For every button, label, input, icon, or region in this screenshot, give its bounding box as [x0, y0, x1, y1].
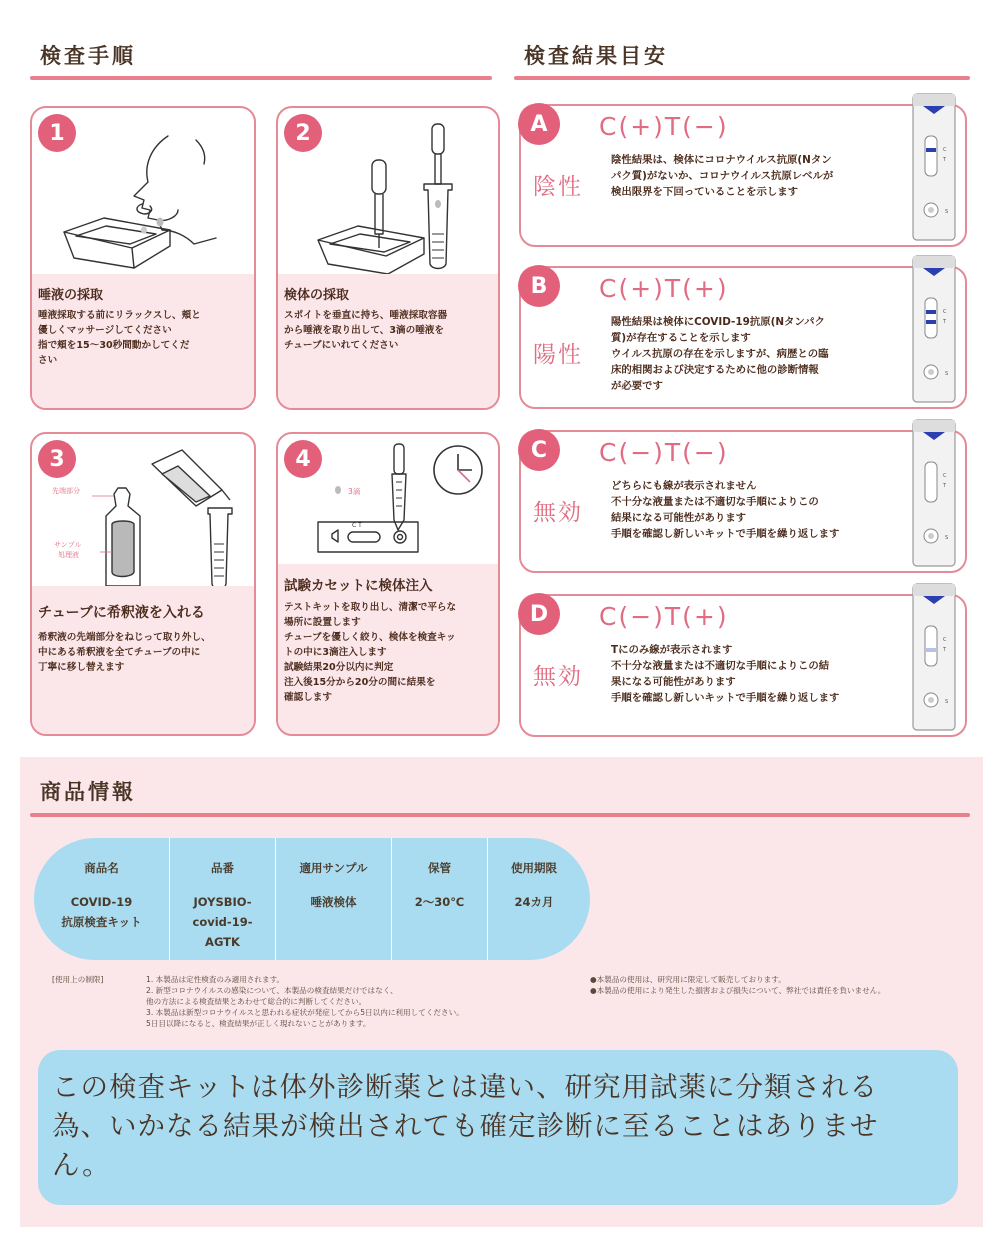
spec-value: 2〜30℃: [414, 895, 465, 909]
t-mark: T: [943, 319, 947, 325]
step-card-1: [30, 106, 256, 410]
test-cassette-icon: [911, 582, 957, 732]
saliva-collection-illustration: [46, 126, 246, 278]
result-desc-c: どちらにも線が表示されません 不十分な液量または不適切な手順によりこの 結果になる可能性があります 手順を確認し新しいキットで手順を繰り返します: [611, 480, 840, 540]
result-letter-b: B: [518, 265, 560, 307]
step-title-2: 検体の採取: [284, 288, 350, 303]
c-mark: C: [943, 473, 947, 479]
product-title: 商品情報: [40, 780, 136, 804]
diluent-illustration: [92, 444, 252, 594]
s-mark: S: [945, 535, 949, 541]
t-mark: T: [943, 157, 947, 163]
c-mark: C: [943, 637, 947, 643]
cassette-injection-illustration: [308, 440, 498, 560]
t-mark: T: [943, 483, 947, 489]
step-number-4: 4: [284, 440, 322, 478]
control-line: [926, 310, 936, 314]
step-text-4: テストキットを取り出し、清潔で平らな 場所に設置します チューブを優しく絞り、検体を検査キッ トの中に3滴注入します 試験結果20分以内に判定 注入後15分から20分の間に結果を 確認します: [284, 602, 457, 703]
step-title-1: 唾液の採取: [38, 288, 104, 303]
saliva-drop-icon: [157, 218, 164, 227]
result-desc-b: 陽性結果は検体にCOVID-19抗原(Nタンパク 質)が存在することを示します ウイルス抗原の存在を示しますが、病歴との臨 床的相関および決定するために他の診断情報 が必要です: [611, 316, 829, 392]
result-verdict-d: 無効: [533, 664, 583, 690]
c-mark: C: [943, 309, 947, 315]
spec-value: 24カ月: [514, 895, 554, 909]
test-cassette-icon: [911, 418, 957, 568]
s-mark: S: [945, 699, 949, 705]
result-card-d: [519, 594, 967, 737]
spec-value: 唾液検体: [310, 895, 357, 909]
result-letter-d: D: [518, 593, 560, 635]
specimen-collection-illustration: [308, 114, 488, 278]
notices: ●本製品の使用は、研究用に限定して販売しております。 ●本製品の使用により発生した損害および損失について、弊社では責任を負いません。: [590, 975, 886, 995]
result-letter-c: C: [518, 429, 560, 471]
s-mark: S: [945, 371, 949, 377]
test-cassette-icon: [911, 254, 957, 404]
result-verdict-c: 無効: [533, 500, 583, 526]
procedure-title-rule: [30, 76, 492, 80]
usage-limits: 1. 本製品は定性検査のみ適用されます。 2. 新型コロナウイルスの感染について、本製品の検査結果だけではなく、 他の方法による検査結果とあわせて総合的に判断してください。 3. 本製品は新型コロナウイルスと思われる症状が発症してから5日以内に利用してください。 5日目以降になると、検査結果が正しく現れないことがあります。: [146, 975, 464, 1028]
step-title-3: チューブに希釈液を入れる: [38, 605, 205, 621]
step-text-3: 希釈液の先端部分をねじって取り外し、 中にある希釈液を全てチューブの中に 丁寧に移し替えます: [38, 632, 211, 673]
t-mark: T: [943, 647, 947, 653]
result-formula-a: C(+)T(−): [599, 112, 729, 141]
result-formula-c: C(−)T(−): [599, 438, 729, 467]
spec-head: 適用サンプル: [299, 861, 368, 875]
cassette-marks-label: C T: [352, 522, 362, 529]
procedure-title: 検査手順: [40, 44, 136, 68]
spec-head: 商品名: [84, 861, 119, 875]
spec-col-code: [170, 838, 276, 960]
result-window: [925, 298, 937, 338]
usage-limits-label: [使用上の制限]: [52, 975, 104, 984]
spec-head: 品番: [211, 861, 234, 875]
spec-col-sample: [276, 838, 392, 960]
results-title-rule: [514, 76, 970, 80]
spec-value: JOYSBIO- covid-19- AGTK: [192, 895, 253, 949]
step-card-3: [30, 432, 256, 736]
result-letter-a: A: [518, 103, 560, 145]
result-verdict-a: 陰性: [533, 174, 583, 200]
result-desc-d: Tにのみ線が表示されます 不十分な液量または不適切な手順によりこの結 果になる可能性があります 手順を確認し新しいキットで手順を繰り返します: [611, 644, 840, 704]
result-card-c: [519, 430, 967, 573]
step-card-4: [276, 432, 500, 736]
s-mark: S: [945, 209, 949, 215]
result-formula-b: C(+)T(+): [599, 274, 729, 303]
step-text-1: 唾液採取する前にリラックスし、頬と 優しくマッサージしてください 指で頬を15〜30秒間動かしてくだ さい: [38, 310, 201, 366]
spec-head: 使用期限: [511, 861, 557, 875]
c-mark: C: [943, 147, 947, 153]
product-spec-table: [34, 838, 590, 960]
step-text-2: スポイトを垂直に持ち、唾液採取容器 から唾液を取り出して、3滴の唾液を チューブにいれてください: [284, 310, 448, 351]
result-window: [925, 462, 937, 502]
spec-col-storage: [392, 838, 488, 960]
drop-icon: [435, 200, 441, 208]
test-line: [926, 648, 936, 652]
spec-col-expiry: [488, 838, 580, 960]
disclaimer-text: この検査キットは体外診断薬とは違い、研究用試薬に分類される為、いかなる結果が検出されても確定診断に至ることはありません。: [52, 1071, 879, 1181]
test-cassette-icon: [911, 92, 957, 242]
spec-head: 保管: [428, 861, 451, 875]
step-number-1: 1: [38, 114, 76, 152]
disclaimer-box: [38, 1050, 958, 1205]
result-window: [925, 626, 937, 666]
spec-col-name: [34, 838, 170, 960]
control-line: [926, 148, 936, 152]
product-title-rule: [30, 813, 970, 817]
step-number-3: 3: [38, 440, 76, 478]
result-card-a: [519, 104, 967, 247]
diluent-label: 処理液: [58, 551, 79, 559]
result-window: [925, 136, 937, 176]
result-card-b: [519, 266, 967, 409]
drops-label: 3滴: [348, 487, 361, 496]
spec-value: COVID-19 抗原検査キット: [61, 895, 142, 929]
tip-label: 先端部分: [52, 487, 80, 495]
step-number-2: 2: [284, 114, 322, 152]
result-desc-a: 陰性結果は、検体にコロナウイルス抗原(Nタン パク質)がないか、コロナウイルス抗原レベルが 検出限界を下回っていることを示します: [611, 154, 834, 198]
result-verdict-b: 陽性: [533, 342, 583, 368]
test-line: [926, 320, 936, 324]
sample-label: サンプル: [54, 541, 82, 549]
step-card-2: [276, 106, 500, 410]
result-formula-d: C(−)T(+): [599, 602, 729, 631]
results-title: 検査結果目安: [524, 44, 668, 68]
step-title-4: 試験カセットに検体注入: [284, 578, 433, 594]
drop-icon: [335, 486, 341, 494]
